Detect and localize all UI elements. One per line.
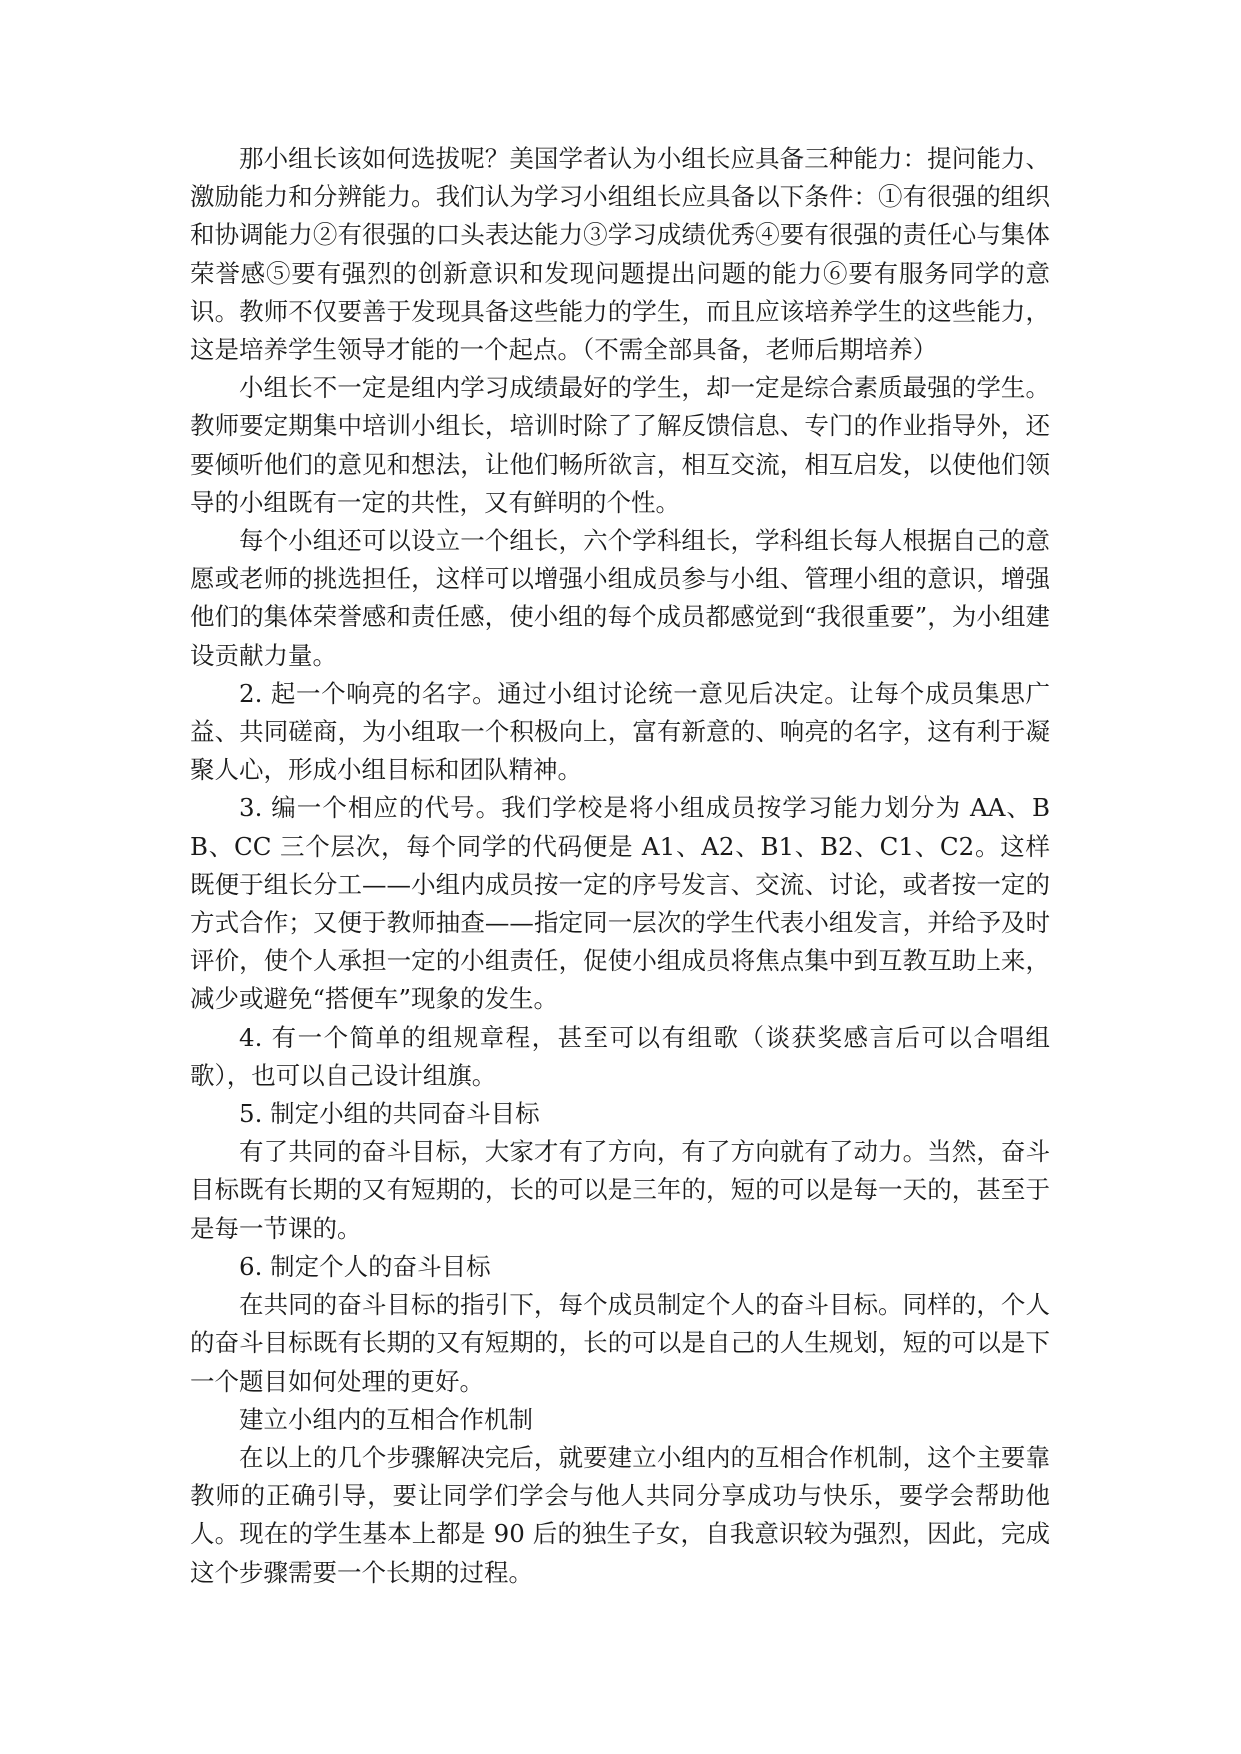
heading-step-5-group-goal: 5. 制定小组的共同奋斗目标: [239, 1099, 540, 1129]
paragraph-group-leader-selection: 那小组长该如何选拔呢？美国学者认为小组长应具备三种能力：提问能力、激励能力和分辨能力。我们认为学习小组组长应具备以下条件：①有很强的组织和协调能力②有很强的口头表达能力③学习成绩优秀④要有很强的责任心与集体荣誉感⑤要有强烈的创新意识和发现问题提出问题的能力⑥要有服务同学的意识。教师不仅要善于发现具备这些能力的学生，而且应该培养学生的这些能力，这是培养学生领导才能的一个起点。（不需全部具备，老师后期培养）: [190, 144, 1050, 365]
heading-cooperation-mechanism: 建立小组内的互相合作机制: [239, 1404, 533, 1434]
paragraph-cooperation-mechanism: 在以上的几个步骤解决完后，就要建立小组内的互相合作机制，这个主要靠教师的正确引导，要让同学们学会与他人共同分享成功与快乐，要学会帮助他人。现在的学生基本上都是 90 后的独生子女，自我意识较为强烈，因此，完成这个步骤需要一个长期的过程。: [190, 1442, 1050, 1587]
paragraph-group-goal: 有了共同的奋斗目标，大家才有了方向，有了方向就有了动力。当然，奋斗目标既有长期的又有短期的，长的可以是三年的，短的可以是每一天的，甚至于是每一节课的。: [190, 1137, 1050, 1243]
document-body: [190, 140, 1050, 1592]
paragraph-step-2-name: 2. 起一个响亮的名字。通过小组讨论统一意见后决定。让每个成员集思广益、共同磋商，为小组取一个积极向上，富有新意的、响亮的名字，这有利于凝聚人心，形成小组目标和团队精神。: [190, 678, 1050, 785]
heading-step-6-personal-goal: 6. 制定个人的奋斗目标: [239, 1251, 491, 1281]
paragraph-group-leader-quality: 小组长不一定是组内学习成绩最好的学生，却一定是综合素质最强的学生。教师要定期集中培训小组长，培训时除了了解反馈信息、专门的作业指导外，还要倾听他们的意见和想法，让他们畅所欲言，相互交流，相互启发，以使他们领导的小组既有一定的共性，又有鲜明的个性。: [190, 373, 1050, 517]
paragraph-personal-goal: 在共同的奋斗目标的指引下，每个成员制定个人的奋斗目标。同样的，个人的奋斗目标既有长期的又有短期的，长的可以是自己的人生规划，短的可以是下一个题目如何处理的更好。: [190, 1290, 1050, 1396]
paragraph-subject-leaders: 每个小组还可以设立一个组长，六个学科组长，学科组长每人根据自己的意愿或老师的挑选担任，这样可以增强小组成员参与小组、管理小组的意识，增强他们的集体荣誉感和责任感，使小组的每个成员都感觉到“我很重要”，为小组建设贡献力量。: [190, 526, 1050, 670]
paragraph-step-3-code: 3. 编一个相应的代号。我们学校是将小组成员按学习能力划分为 AA、BB、CC 三个层次，每个同学的代码便是 A1、A2、B1、B2、C1、C2。这样既便于组长分工——小组内成员按一定的序号发言、交流、讨论，或者按一定的方式合作；又便于教师抽查——指定同一层次的学生代表小组发言，并给予及时评价，使个人承担一定的小组责任，促使小组成员将焦点集中到互教互助上来，减少或避免“搭便车”现象的发生。: [190, 793, 1050, 1014]
paragraph-step-4-rules: 4. 有一个简单的组规章程，甚至可以有组歌（谈获奖感言后可以合唱组歌），也可以自己设计组旗。: [190, 1022, 1050, 1090]
